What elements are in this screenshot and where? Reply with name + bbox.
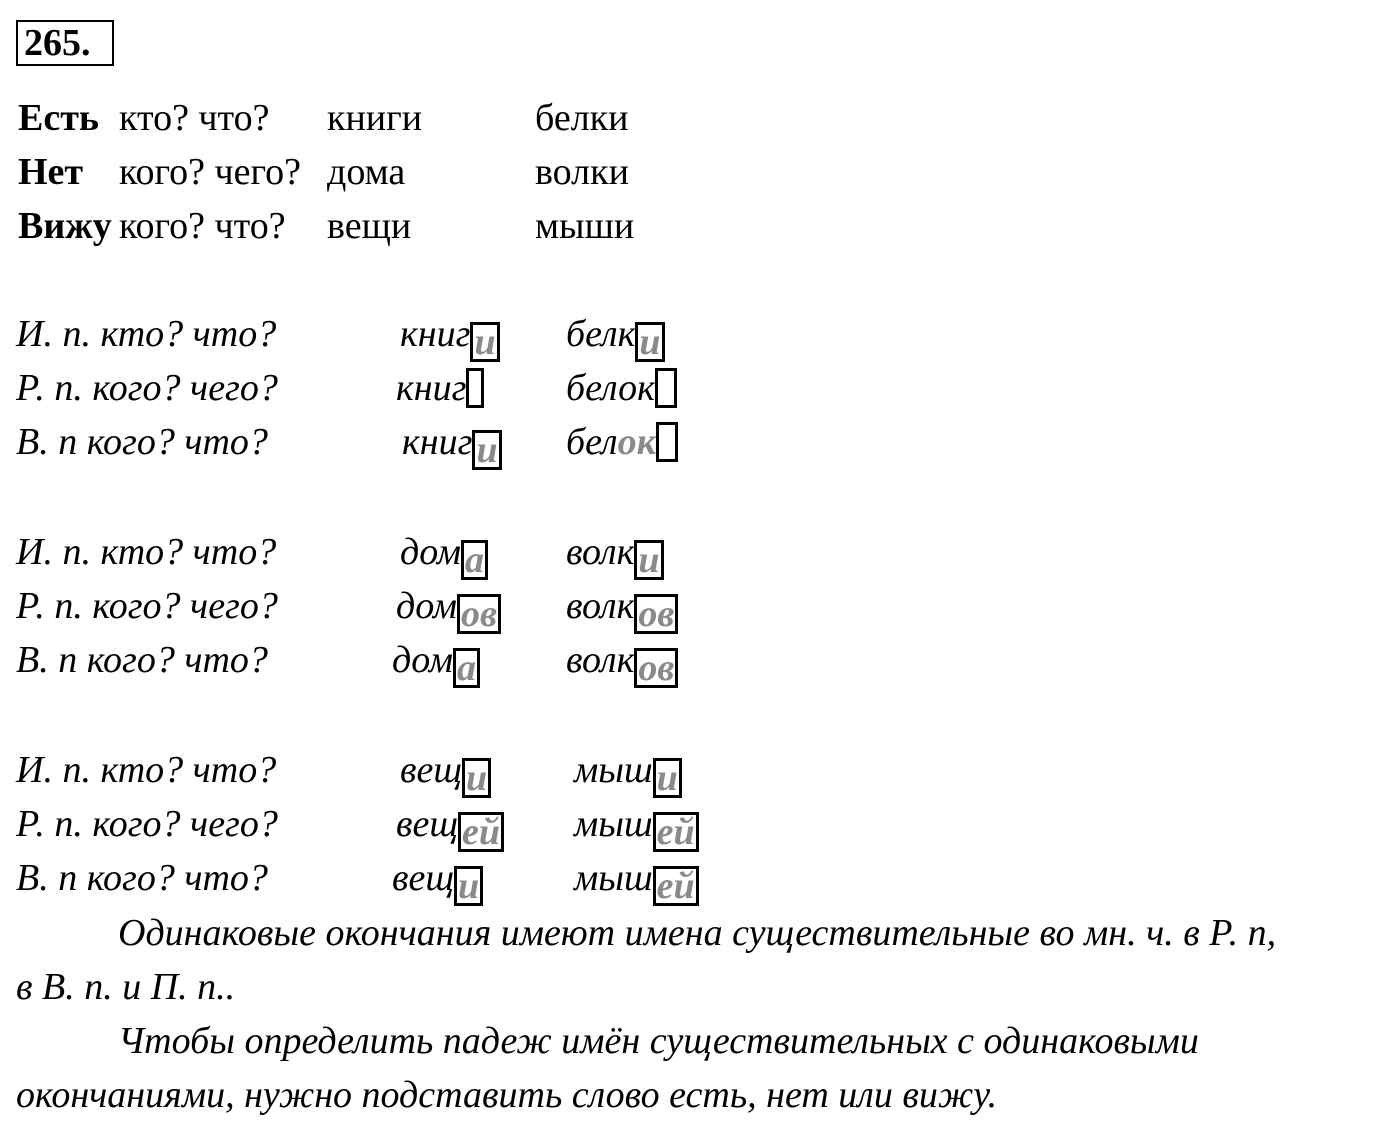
word-stem: дом bbox=[400, 531, 462, 573]
word-form bbox=[392, 856, 483, 906]
word-stem: мыш bbox=[574, 749, 653, 791]
table-word1-1: дома bbox=[327, 151, 406, 193]
word-stem: волк bbox=[566, 531, 635, 573]
word-stem: книг bbox=[396, 367, 467, 409]
word-form bbox=[392, 638, 480, 688]
word-form bbox=[566, 420, 678, 464]
table-lead-0: Есть bbox=[18, 97, 99, 139]
ending-box: и bbox=[470, 322, 499, 362]
ending-box: ов bbox=[634, 648, 678, 688]
table-word2-1: волки bbox=[535, 151, 629, 193]
case-label: Р. п. кого? чего? bbox=[16, 803, 278, 845]
conclusion-1-line-1: Одинаковые окончания имеют имена существительные во мн. ч. в Р. п, bbox=[118, 912, 1277, 954]
conclusion-2-line-1: Чтобы определить падеж имён существительных с одинаковыми bbox=[118, 1020, 1199, 1062]
case-label: В. п кого? что? bbox=[16, 639, 268, 681]
word-form bbox=[566, 366, 677, 410]
ending-box bbox=[655, 368, 677, 408]
word-form bbox=[566, 638, 678, 688]
case-label: Р. п. кого? чего? bbox=[16, 585, 278, 627]
word-stem: волк bbox=[566, 585, 635, 627]
suffix-highlight: ок bbox=[617, 421, 656, 463]
ending-box: ов bbox=[457, 594, 501, 634]
ending-box: ов bbox=[634, 594, 678, 634]
word-form bbox=[400, 312, 500, 362]
ending-box: ей bbox=[653, 812, 699, 852]
ending-box: ей bbox=[653, 866, 699, 906]
ending-box: и bbox=[635, 322, 664, 362]
word-stem: дом bbox=[396, 585, 458, 627]
word-stem: белок bbox=[566, 367, 655, 409]
table-word1-0: книги bbox=[327, 97, 423, 139]
ending-box: и bbox=[634, 540, 663, 580]
word-stem: вещ bbox=[396, 803, 459, 845]
case-label: И. п. кто? что? bbox=[16, 313, 277, 355]
table-word2-2: мыши bbox=[535, 205, 635, 247]
word-form bbox=[400, 530, 488, 580]
ending-box: ей bbox=[458, 812, 504, 852]
word-stem: дом bbox=[392, 639, 454, 681]
table-word2-0: белки bbox=[535, 97, 629, 139]
case-label: В. п кого? что? bbox=[16, 857, 268, 899]
word-stem: мыш bbox=[574, 803, 653, 845]
word-stem: книг bbox=[402, 421, 473, 463]
ending-box: а bbox=[453, 648, 480, 688]
case-label: И. п. кто? что? bbox=[16, 531, 277, 573]
word-form bbox=[566, 530, 664, 580]
word-form bbox=[400, 748, 491, 798]
case-label: И. п. кто? что? bbox=[16, 749, 277, 791]
word-form bbox=[402, 420, 502, 470]
ending-box: и bbox=[462, 758, 491, 798]
word-stem: вещ bbox=[392, 857, 455, 899]
table-lead-1: Нет bbox=[18, 151, 84, 193]
word-stem: белк bbox=[566, 313, 636, 355]
word-form bbox=[574, 856, 699, 906]
ending-box bbox=[466, 368, 484, 408]
word-stem: вещ bbox=[400, 749, 463, 791]
table-question-2: кого? что? bbox=[119, 205, 286, 247]
exercise-number: 265. bbox=[16, 20, 114, 66]
case-label: Р. п. кого? чего? bbox=[16, 367, 278, 409]
ending-box: и bbox=[653, 758, 682, 798]
word-stem: бел bbox=[566, 421, 618, 463]
ending-box: и bbox=[454, 866, 483, 906]
case-label: В. п кого? что? bbox=[16, 421, 268, 463]
word-form bbox=[396, 584, 501, 634]
table-word1-2: вещи bbox=[327, 205, 412, 247]
word-stem: мыш bbox=[574, 857, 653, 899]
table-question-0: кто? что? bbox=[119, 97, 270, 139]
word-stem: волк bbox=[566, 639, 635, 681]
word-form bbox=[396, 802, 504, 852]
ending-box: а bbox=[461, 540, 488, 580]
word-form bbox=[566, 584, 678, 634]
conclusion-2-line-2: окончаниями, нужно подставить слово есть, нет или вижу. bbox=[16, 1074, 998, 1116]
word-form bbox=[396, 366, 484, 410]
word-form bbox=[574, 802, 699, 852]
word-form bbox=[574, 748, 682, 798]
ending-box: и bbox=[472, 430, 501, 470]
ending-box bbox=[656, 422, 678, 462]
word-form bbox=[566, 312, 665, 362]
word-stem: книг bbox=[400, 313, 471, 355]
table-question-1: кого? чего? bbox=[119, 151, 302, 193]
conclusion-1-line-2: в В. п. и П. п.. bbox=[16, 966, 236, 1008]
table-lead-2: Вижу bbox=[18, 205, 112, 247]
